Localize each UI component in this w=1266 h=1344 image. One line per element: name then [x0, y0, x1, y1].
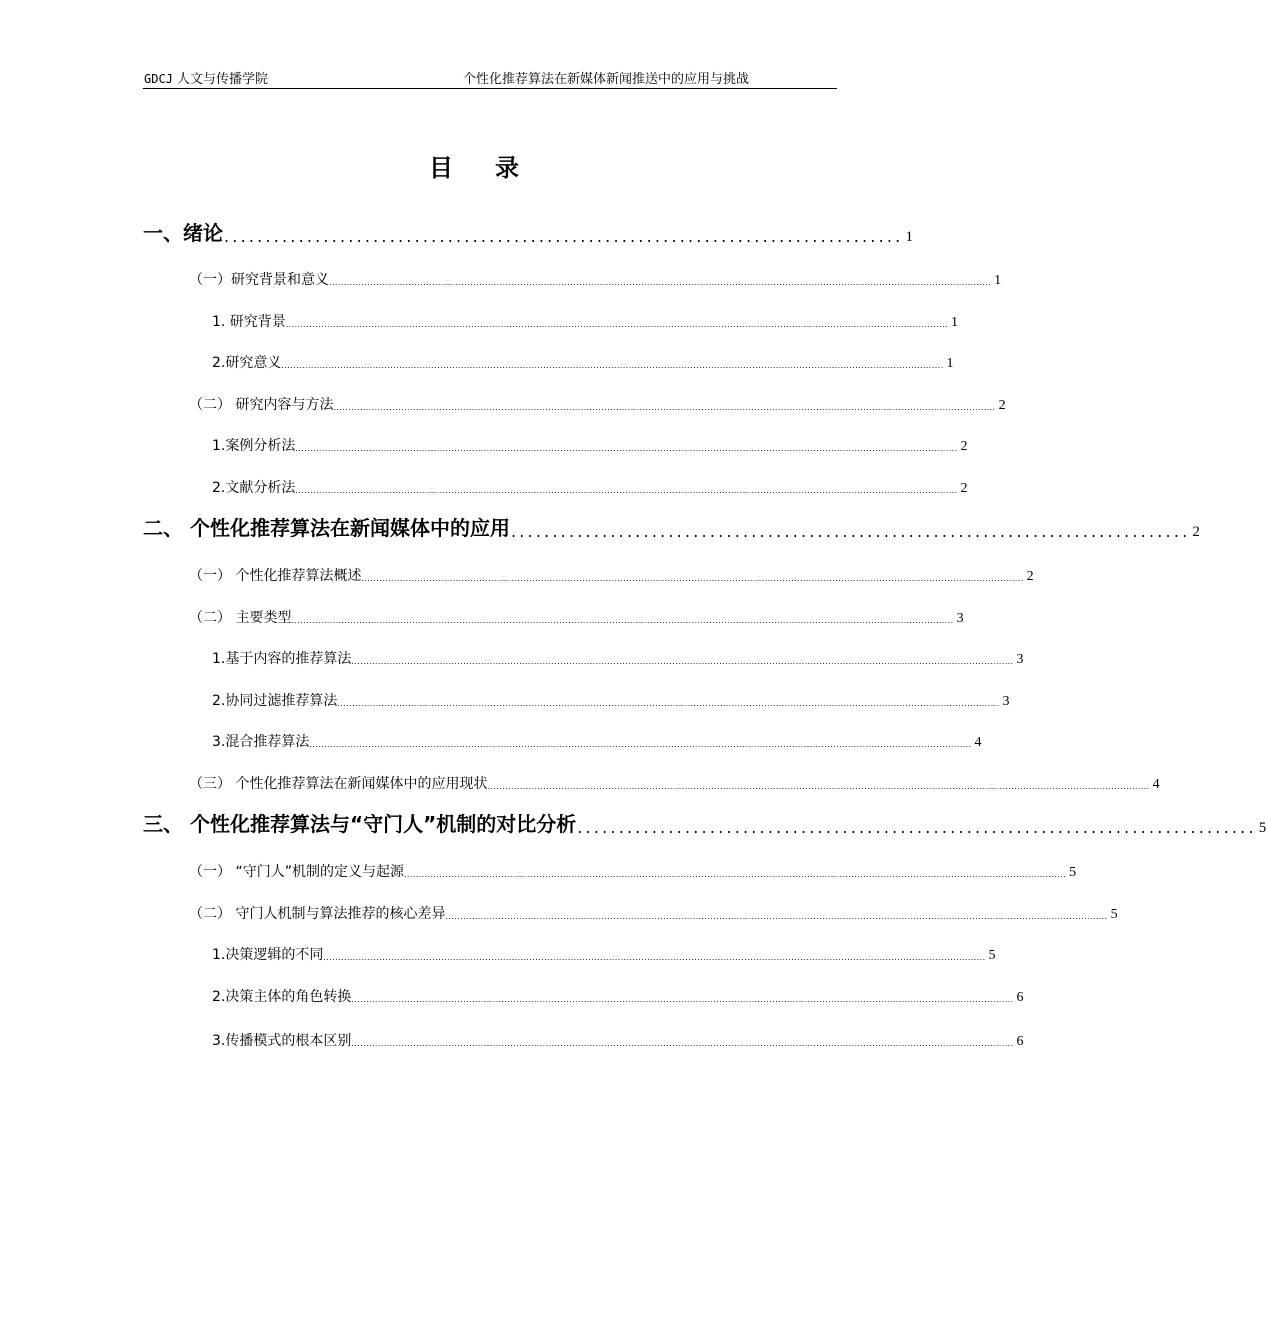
dot-leader: ..................................................................................: [224, 227, 904, 246]
header-org-code: GDCJ: [144, 72, 173, 86]
dot-leader: .................................................................................................................................................................................................................................: [329, 278, 992, 287]
toc-entry-label: 二、 个性化推荐算法在新闻媒体中的应用: [143, 516, 510, 540]
dot-leader: .................................................................................................................................................................................................................................: [361, 574, 1024, 583]
toc-entry-label: 2.决策主体的角色转换: [212, 989, 352, 1005]
toc-entry-subsection-1-2-1[interactable]: [143, 431, 968, 455]
toc-entry-label: 1.基于内容的推荐算法: [212, 651, 352, 667]
dot-leader: .................................................................................................................................................................................................................................: [291, 616, 954, 625]
toc-entry-label: 三、 个性化推荐算法与“守门人”机制的对比分析: [143, 812, 577, 836]
toc-entry-section-2-3[interactable]: [143, 769, 1160, 793]
toc-entry-page: 1: [946, 356, 954, 371]
dot-leader: .................................................................................................................................................................................................................................: [445, 912, 1108, 921]
toc-entry-chapter-3[interactable]: [143, 812, 1266, 837]
toc-entry-label: 3.混合推荐算法: [212, 734, 310, 750]
toc-entry-page: 2: [960, 481, 968, 496]
toc-entry-label: （二） 主要类型: [189, 610, 292, 626]
toc-entry-page: 1: [994, 273, 1002, 288]
toc-entry-label: 3.传播模式的根本区别: [212, 1033, 352, 1049]
toc-entry-subsection-2-2-3[interactable]: [143, 727, 982, 751]
toc-entry-page: 6: [1016, 990, 1024, 1005]
toc-entry-page: 2: [1026, 569, 1034, 584]
toc-entry-page: 1: [905, 229, 913, 245]
dot-leader: .................................................................................................................................................................................................................................: [351, 657, 1014, 666]
toc-entry-subsection-3-2-1[interactable]: [143, 940, 996, 964]
header-org-name: 人文与传播学院: [172, 72, 269, 87]
toc-entry-page: 3: [1016, 652, 1024, 667]
toc-entry-subsection-3-2-3[interactable]: [143, 1026, 1024, 1050]
toc-entry-section-2-1[interactable]: [143, 561, 1034, 585]
dot-leader: ..................................................................................: [510, 522, 1191, 541]
toc-entry-page: 4: [1152, 777, 1160, 792]
toc-entry-chapter-2[interactable]: [143, 516, 1200, 541]
dot-leader: .................................................................................................................................................................................................................................: [403, 870, 1067, 879]
toc-entry-label: 一、绪论: [143, 221, 223, 245]
toc-entry-subsection-1-2-2[interactable]: [143, 473, 968, 497]
dot-leader: .................................................................................................................................................................................................................................: [351, 1039, 1014, 1048]
dot-leader: .................................................................................................................................................................................................................................: [285, 320, 948, 329]
toc-entry-page: 5: [1258, 820, 1266, 836]
toc-entry-page: 3: [1002, 694, 1010, 709]
toc-entry-label: 2.协同过滤推荐算法: [212, 693, 338, 709]
toc-entry-label: 2.研究意义: [212, 355, 282, 371]
toc-entry-page: 2: [998, 398, 1006, 413]
toc-entry-section-3-1[interactable]: [143, 857, 1077, 881]
toc-entry-label: （二） 研究内容与方法: [189, 397, 334, 413]
toc-entry-label: （一） 个性化推荐算法概述: [189, 568, 362, 584]
toc-entry-label: 1.案例分析法: [212, 438, 296, 454]
toc-entry-label: 1. 研究背景: [212, 314, 286, 330]
toc-entry-label: 1.决策逻辑的不同: [212, 947, 324, 963]
dot-leader: .................................................................................................................................................................................................................................: [295, 444, 958, 453]
toc-entry-subsection-3-2-2[interactable]: [143, 982, 1024, 1006]
toc-entry-chapter-1[interactable]: [143, 221, 913, 246]
dot-leader: .................................................................................................................................................................................................................................: [487, 782, 1150, 791]
dot-leader: .................................................................................................................................................................................................................................: [333, 403, 996, 412]
dot-leader: .................................................................................................................................................................................................................................: [309, 740, 972, 749]
toc-entry-page: 4: [974, 735, 982, 750]
toc-entry-section-1-1[interactable]: [143, 265, 1002, 289]
toc-entry-section-2-2[interactable]: [143, 603, 964, 627]
toc-entry-label: 2.文献分析法: [212, 480, 296, 496]
toc-entry-label: （二） 守门人机制与算法推荐的核心差异: [189, 906, 446, 922]
dot-leader: .................................................................................................................................................................................................................................: [351, 995, 1014, 1004]
toc-entry-label: （一）研究背景和意义: [189, 272, 329, 288]
dot-leader: .................................................................................................................................................................................................................................: [337, 699, 1000, 708]
toc-entry-page: 1: [950, 315, 958, 330]
dot-leader: .................................................................................................................................................................................................................................: [281, 361, 944, 370]
page-header: [143, 66, 837, 89]
toc-entry-section-1-2[interactable]: [143, 390, 1006, 414]
toc-entry-page: 5: [1110, 907, 1118, 922]
toc-entry-section-3-2[interactable]: [143, 899, 1118, 923]
toc-entry-page: 2: [1192, 524, 1200, 540]
toc-entry-subsection-2-2-2[interactable]: [143, 686, 1010, 710]
header-school: [144, 68, 268, 87]
toc-entry-subsection-2-2-1[interactable]: [143, 644, 1024, 668]
toc-entry-label: （三） 个性化推荐算法在新闻媒体中的应用现状: [189, 776, 488, 792]
toc-entry-label: （一） “守门人”机制的定义与起源: [189, 864, 404, 880]
dot-leader: ..................................................................................: [577, 818, 1257, 837]
toc-entry-page: 5: [1069, 865, 1077, 880]
dot-leader: .................................................................................................................................................................................................................................: [323, 953, 986, 962]
dot-leader: .................................................................................................................................................................................................................................: [295, 486, 958, 495]
toc-entry-page: 6: [1016, 1034, 1024, 1049]
toc-entry-page: 3: [956, 611, 964, 626]
toc-entry-subsection-1-1-1[interactable]: [143, 307, 958, 331]
header-paper-title: 个性化推荐算法在新媒体新闻推送中的应用与挑战: [463, 72, 750, 87]
toc-title: 目录: [429, 154, 561, 182]
toc-entry-subsection-1-1-2[interactable]: [143, 348, 954, 372]
toc-entry-page: 5: [988, 948, 996, 963]
toc-entry-page: 2: [960, 439, 968, 454]
